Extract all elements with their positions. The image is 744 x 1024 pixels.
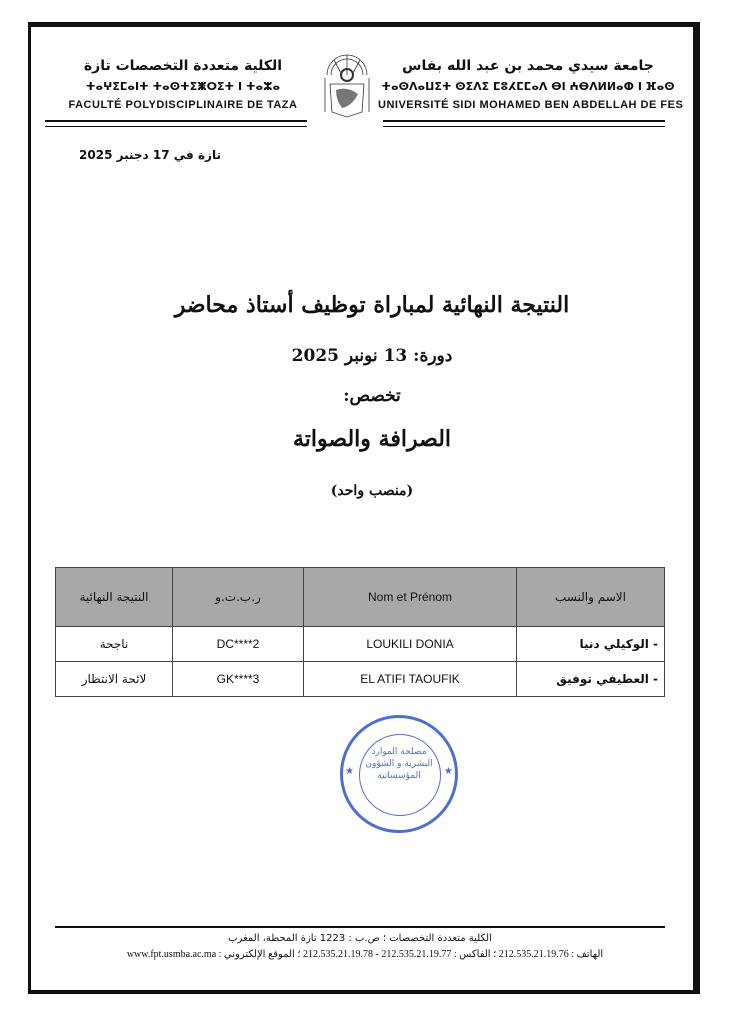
document-title: النتيجة النهائية لمباراة توظيف أستاذ محاضر <box>174 292 570 318</box>
faculty-name-french: FACULTÉ POLYDISCIPLINAIRE DE TAZA <box>68 99 298 111</box>
footer-contact: الهاتف : 212.535.21.19.76 ؛ الفاكس : 212.535.21.19.77 - 212.535.21.19.78 ؛ الموقع الإلكتروني : www.fpt.usmba.ac.ma <box>126 949 604 960</box>
cell-result: ناجحة <box>56 627 173 662</box>
specialty-name: الصرافة والصواتة <box>292 426 452 452</box>
cell-cin: DC****2 <box>173 627 304 662</box>
col-cin: ر.ب.ت.و <box>173 568 304 627</box>
faculty-name-tifinagh: ⵜⴰⵖⵉⵎⴰⵏⵜ ⵜⴰⵙⵜⵉⵥⵔⵉⵜ ⵏ ⵜⴰⵣⴰ <box>85 80 281 93</box>
footer-rule <box>55 926 665 928</box>
specialty-label: تخصص: <box>343 386 401 406</box>
cell-name-arabic: - العطيفي توفيق <box>517 662 665 697</box>
university-name-tifinagh: ⵜⴰⵙⴷⴰⵡⵉⵜ ⵙⵉⴷⵉ ⵎⵓⵃⵎⵎⴰⴷ ⴱⵏ ⵄⴱⴷⵍⵍⴰⵀ ⵏ ⴼⴰⵙ <box>381 80 675 93</box>
page-border <box>28 22 700 994</box>
positions-count: (منصب واحد) <box>330 483 414 499</box>
university-logo <box>322 50 372 118</box>
col-final-result: النتيجة النهائية <box>56 568 173 627</box>
col-name-french: Nom et Prénom <box>304 568 517 627</box>
stamp-center-text: مصلحة الموارد البشرية و الشؤون المؤسساتية <box>365 747 433 781</box>
university-name-arabic: جامعة سيدي محمد بن عبد الله بفاس <box>402 58 654 74</box>
star-icon: ★ <box>444 766 453 777</box>
session-date: دورة: 13 نونبر 2025 <box>291 346 453 366</box>
cell-name-french: LOUKILI DONIA <box>304 627 517 662</box>
header-rule-right <box>383 120 665 127</box>
cell-name-arabic: - الوكيلي دنيا <box>517 627 665 662</box>
footer-address: الكلية متعددة التخصصات ؛ ص.ب : 1223 تازة المحطة، المغرب <box>228 933 492 944</box>
cell-result: لائحة الانتظار <box>56 662 173 697</box>
star-icon: ★ <box>345 766 354 777</box>
table-row <box>56 627 665 662</box>
table-row <box>56 662 665 697</box>
official-stamp <box>340 715 458 833</box>
results-table <box>55 567 665 697</box>
header-rule-left <box>45 120 307 127</box>
table-header-row <box>56 568 665 627</box>
cell-name-french: EL ATIFI TAOUFIK <box>304 662 517 697</box>
col-name-arabic: الاسم والنسب <box>517 568 665 627</box>
university-name-french: UNIVERSITÉ SIDI MOHAMED BEN ABDELLAH DE FES <box>378 99 684 111</box>
faculty-name-arabic: الكلية متعددة التخصصات تازة <box>83 58 283 74</box>
cell-cin: GK****3 <box>173 662 304 697</box>
document-date: تازة في 17 دجنبر 2025 <box>79 148 221 162</box>
